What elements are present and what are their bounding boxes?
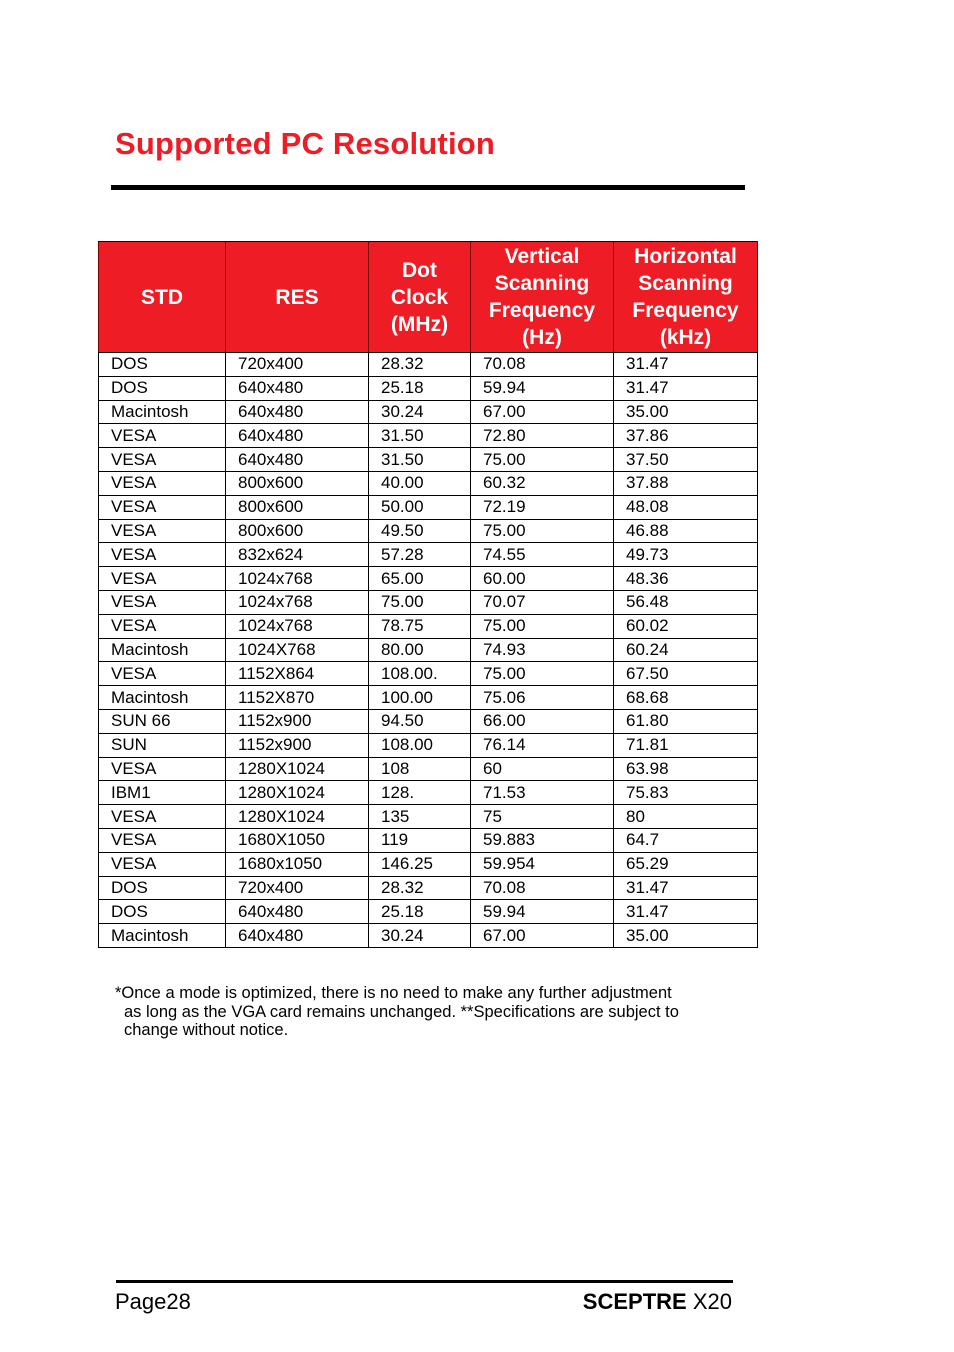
cell-horizontal-frequency: 37.50 [614, 448, 758, 472]
cell-dot-clock: 28.32 [369, 876, 471, 900]
cell-res: 1024x768 [226, 614, 369, 638]
table-body [99, 353, 758, 948]
cell-horizontal-frequency: 31.47 [614, 876, 758, 900]
cell-vertical-frequency: 72.19 [471, 495, 614, 519]
cell-dot-clock: 28.32 [369, 353, 471, 377]
table-row [99, 757, 758, 781]
cell-vertical-frequency: 67.00 [471, 400, 614, 424]
cell-dot-clock: 78.75 [369, 614, 471, 638]
header-line: (MHz) [390, 312, 449, 336]
cell-std: VESA [99, 614, 226, 638]
cell-res: 1280X1024 [226, 781, 369, 805]
header-line: Frequency [488, 299, 596, 322]
table-row [99, 828, 758, 852]
cell-horizontal-frequency: 67.50 [614, 662, 758, 686]
cell-std: SUN 66 [99, 709, 226, 733]
cell-res: 1024x768 [226, 590, 369, 614]
brand-label [583, 1289, 732, 1315]
table-row [99, 376, 758, 400]
cell-horizontal-frequency: 49.73 [614, 543, 758, 567]
cell-std: IBM1 [99, 781, 226, 805]
cell-horizontal-frequency: 48.08 [614, 495, 758, 519]
cell-std: VESA [99, 543, 226, 567]
cell-horizontal-frequency: 75.83 [614, 781, 758, 805]
cell-std: DOS [99, 876, 226, 900]
cell-res: 800x600 [226, 471, 369, 495]
cell-horizontal-frequency: 37.88 [614, 471, 758, 495]
footer-divider [116, 1280, 733, 1283]
cell-dot-clock: 80.00 [369, 638, 471, 662]
header-line: Scanning [638, 272, 733, 295]
cell-dot-clock: 108 [369, 757, 471, 781]
table-row [99, 900, 758, 924]
cell-dot-clock: 94.50 [369, 709, 471, 733]
cell-dot-clock: 40.00 [369, 471, 471, 495]
table-row [99, 471, 758, 495]
title-divider [111, 185, 745, 190]
cell-std: DOS [99, 353, 226, 377]
table-row [99, 567, 758, 591]
cell-vertical-frequency: 70.08 [471, 353, 614, 377]
table-row [99, 400, 758, 424]
table-row [99, 448, 758, 472]
cell-res: 1152X870 [226, 686, 369, 710]
table-row [99, 543, 758, 567]
page-title: Supported PC Resolution [115, 126, 496, 161]
cell-vertical-frequency: 70.08 [471, 876, 614, 900]
cell-res: 1680X1050 [226, 828, 369, 852]
cell-horizontal-frequency: 48.36 [614, 567, 758, 591]
cell-vertical-frequency: 67.00 [471, 924, 614, 948]
cell-vertical-frequency: 75.00 [471, 662, 614, 686]
footnote-line: as long as the VGA card remains unchanged. **Specifications are subject to [124, 1002, 679, 1021]
cell-vertical-frequency: 66.00 [471, 709, 614, 733]
header-line: (kHz) [659, 326, 712, 349]
cell-vertical-frequency: 75.00 [471, 614, 614, 638]
cell-dot-clock: 57.28 [369, 543, 471, 567]
cell-horizontal-frequency: 35.00 [614, 924, 758, 948]
cell-std: VESA [99, 424, 226, 448]
header-line: Scanning [494, 272, 590, 295]
table-header-row [99, 242, 758, 353]
footnote-line: *Once a mode is optimized, there is no need to make any further adjustment [115, 984, 672, 1002]
table-row [99, 614, 758, 638]
cell-vertical-frequency: 76.14 [471, 733, 614, 757]
header-line: RES [275, 285, 319, 309]
cell-res: 640x480 [226, 376, 369, 400]
cell-dot-clock: 65.00 [369, 567, 471, 591]
header-horizontal-frequency [614, 242, 758, 353]
cell-res: 1280X1024 [226, 757, 369, 781]
cell-std: VESA [99, 567, 226, 591]
cell-horizontal-frequency: 65.29 [614, 852, 758, 876]
cell-std: VESA [99, 662, 226, 686]
cell-dot-clock: 75.00 [369, 590, 471, 614]
brand-name: SCEPTRE [582, 1289, 687, 1314]
cell-std: VESA [99, 590, 226, 614]
cell-horizontal-frequency: 31.47 [614, 353, 758, 377]
cell-vertical-frequency: 74.93 [471, 638, 614, 662]
cell-res: 720x400 [226, 876, 369, 900]
header-std [99, 242, 226, 353]
cell-vertical-frequency: 59.94 [471, 900, 614, 924]
cell-vertical-frequency: 60.00 [471, 567, 614, 591]
cell-std: VESA [99, 471, 226, 495]
cell-res: 640x480 [226, 400, 369, 424]
cell-dot-clock: 128. [369, 781, 471, 805]
cell-vertical-frequency: 72.80 [471, 424, 614, 448]
header-line: Frequency [632, 299, 739, 322]
table-row [99, 733, 758, 757]
cell-res: 832x624 [226, 543, 369, 567]
cell-res: 640x480 [226, 900, 369, 924]
cell-horizontal-frequency: 56.48 [614, 590, 758, 614]
cell-std: VESA [99, 828, 226, 852]
cell-horizontal-frequency: 60.24 [614, 638, 758, 662]
cell-res: 800x600 [226, 495, 369, 519]
page-number: Page28 [115, 1289, 191, 1314]
cell-horizontal-frequency: 31.47 [614, 376, 758, 400]
cell-vertical-frequency: 59.94 [471, 376, 614, 400]
header-line: Vertical [504, 245, 580, 268]
cell-res: 1152X864 [226, 662, 369, 686]
cell-horizontal-frequency: 37.86 [614, 424, 758, 448]
cell-dot-clock: 31.50 [369, 424, 471, 448]
header-vertical-frequency [471, 242, 614, 353]
header-line: STD [141, 285, 183, 309]
table-row [99, 924, 758, 948]
header-line: (Hz) [522, 326, 562, 349]
header-line: Dot [402, 258, 437, 282]
cell-res: 640x480 [226, 924, 369, 948]
table-row [99, 638, 758, 662]
cell-std: VESA [99, 852, 226, 876]
cell-vertical-frequency: 74.55 [471, 543, 614, 567]
table-row [99, 662, 758, 686]
cell-dot-clock: 30.24 [369, 924, 471, 948]
cell-horizontal-frequency: 68.68 [614, 686, 758, 710]
cell-vertical-frequency: 75 [471, 805, 614, 829]
cell-dot-clock: 146.25 [369, 852, 471, 876]
cell-res: 800x600 [226, 519, 369, 543]
cell-std: SUN [99, 733, 226, 757]
cell-dot-clock: 108.00 [369, 733, 471, 757]
cell-horizontal-frequency: 31.47 [614, 900, 758, 924]
table-row [99, 876, 758, 900]
table-row [99, 805, 758, 829]
cell-std: DOS [99, 900, 226, 924]
cell-vertical-frequency: 71.53 [471, 781, 614, 805]
header-dot-clock [369, 242, 471, 353]
table-row [99, 781, 758, 805]
cell-vertical-frequency: 59.954 [471, 852, 614, 876]
cell-vertical-frequency: 75.06 [471, 686, 614, 710]
table-row [99, 590, 758, 614]
cell-horizontal-frequency: 46.88 [614, 519, 758, 543]
cell-std: DOS [99, 376, 226, 400]
cell-std: Macintosh [99, 400, 226, 424]
header-line: Clock [390, 285, 449, 309]
cell-dot-clock: 119 [369, 828, 471, 852]
cell-dot-clock: 25.18 [369, 900, 471, 924]
cell-dot-clock: 135 [369, 805, 471, 829]
cell-std: VESA [99, 448, 226, 472]
cell-res: 1680x1050 [226, 852, 369, 876]
cell-horizontal-frequency: 35.00 [614, 400, 758, 424]
cell-dot-clock: 31.50 [369, 448, 471, 472]
header-res [226, 242, 369, 353]
cell-std: Macintosh [99, 686, 226, 710]
cell-res: 1152x900 [226, 733, 369, 757]
table-row [99, 709, 758, 733]
header-line: Horizontal [634, 245, 737, 268]
cell-res: 640x480 [226, 424, 369, 448]
cell-res: 1280X1024 [226, 805, 369, 829]
cell-std: VESA [99, 519, 226, 543]
cell-dot-clock: 50.00 [369, 495, 471, 519]
table-row [99, 353, 758, 377]
cell-dot-clock: 108.00. [369, 662, 471, 686]
cell-std: Macintosh [99, 638, 226, 662]
cell-std: Macintosh [99, 924, 226, 948]
cell-res: 1152x900 [226, 709, 369, 733]
cell-std: VESA [99, 805, 226, 829]
cell-dot-clock: 100.00 [369, 686, 471, 710]
cell-vertical-frequency: 75.00 [471, 448, 614, 472]
table-row [99, 852, 758, 876]
table-row [99, 424, 758, 448]
cell-vertical-frequency: 70.07 [471, 590, 614, 614]
cell-horizontal-frequency: 61.80 [614, 709, 758, 733]
footnote [115, 984, 755, 1040]
resolution-table [98, 241, 758, 948]
cell-vertical-frequency: 60 [471, 757, 614, 781]
cell-horizontal-frequency: 71.81 [614, 733, 758, 757]
table-row [99, 519, 758, 543]
cell-horizontal-frequency: 64.7 [614, 828, 758, 852]
cell-vertical-frequency: 59.883 [471, 828, 614, 852]
model-name: X20 [692, 1289, 732, 1314]
cell-std: VESA [99, 495, 226, 519]
cell-res: 720x400 [226, 353, 369, 377]
cell-vertical-frequency: 60.32 [471, 471, 614, 495]
cell-dot-clock: 49.50 [369, 519, 471, 543]
cell-dot-clock: 25.18 [369, 376, 471, 400]
cell-res: 640x480 [226, 448, 369, 472]
cell-res: 1024X768 [226, 638, 369, 662]
table-row [99, 495, 758, 519]
table-row [99, 686, 758, 710]
cell-std: VESA [99, 757, 226, 781]
cell-horizontal-frequency: 63.98 [614, 757, 758, 781]
cell-dot-clock: 30.24 [369, 400, 471, 424]
cell-horizontal-frequency: 60.02 [614, 614, 758, 638]
cell-horizontal-frequency: 80 [614, 805, 758, 829]
cell-res: 1024x768 [226, 567, 369, 591]
footnote-line: change without notice. [124, 1021, 289, 1039]
cell-vertical-frequency: 75.00 [471, 519, 614, 543]
